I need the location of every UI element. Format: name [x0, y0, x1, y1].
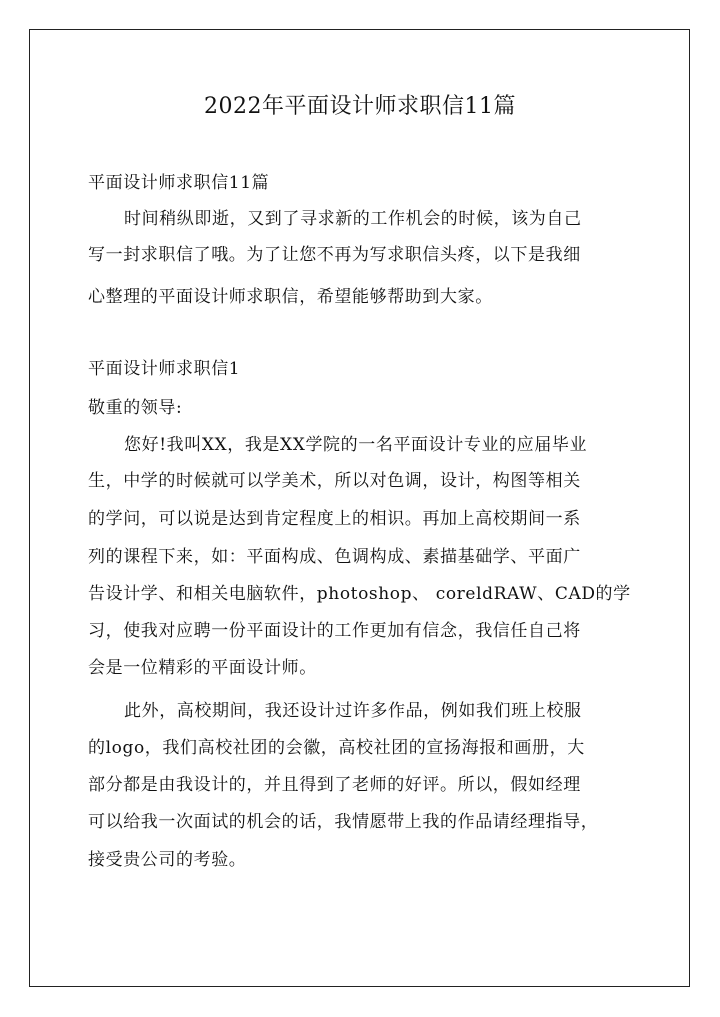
paragraph-line: 列的课程下来，如：平面构成、色调构成、素描基础学、平面广 [88, 547, 581, 567]
paragraph-line: 此外，高校期间，我还设计过许多作品，例如我们班上校服 [124, 701, 582, 721]
paragraph-line: 的学问，可以说是达到肯定程度上的相识。再加上高校期间一系 [88, 509, 581, 529]
subtitle: 平面设计师求职信11篇 [88, 173, 270, 193]
paragraph-line: 生，中学的时候就可以学美术，所以对色调，设计，构图等相关 [88, 471, 581, 491]
paragraph-line: 您好!我叫XX，我是XX学院的一名平面设计专业的应届毕业 [124, 435, 588, 455]
paragraph-line: 部分都是由我设计的，并且得到了老师的好评。所以，假如经理 [88, 775, 581, 795]
paragraph-line: 可以给我一次面试的机会的话，我情愿带上我的作品请经理指导， [88, 812, 599, 832]
paragraph-line: 习，使我对应聘一份平面设计的工作更加有信念，我信任自己将 [88, 621, 581, 641]
intro-line: 心整理的平面设计师求职信，希望能够帮助到大家。 [88, 287, 493, 307]
salutation: 敬重的领导: [88, 398, 183, 418]
paragraph-line: 的logo，我们高校社团的会徽，高校社团的宣扬海报和画册，大 [88, 738, 585, 758]
intro-line: 写一封求职信了哦。为了让您不再为写求职信头疼，以下是我细 [88, 245, 581, 265]
paragraph-line: 告设计学、和相关电脑软件，photoshop、 coreldRAW、CAD的学 [88, 584, 631, 604]
paragraph-line: 接受贵公司的考验。 [88, 850, 247, 870]
intro-line: 时间稍纵即逝，又到了寻求新的工作机会的时候，该为自己 [124, 209, 582, 229]
paragraph-line: 会是一位精彩的平面设计师。 [88, 658, 317, 678]
document-title: 2022年平面设计师求职信11篇 [204, 94, 516, 119]
letter-heading: 平面设计师求职信1 [88, 359, 241, 379]
